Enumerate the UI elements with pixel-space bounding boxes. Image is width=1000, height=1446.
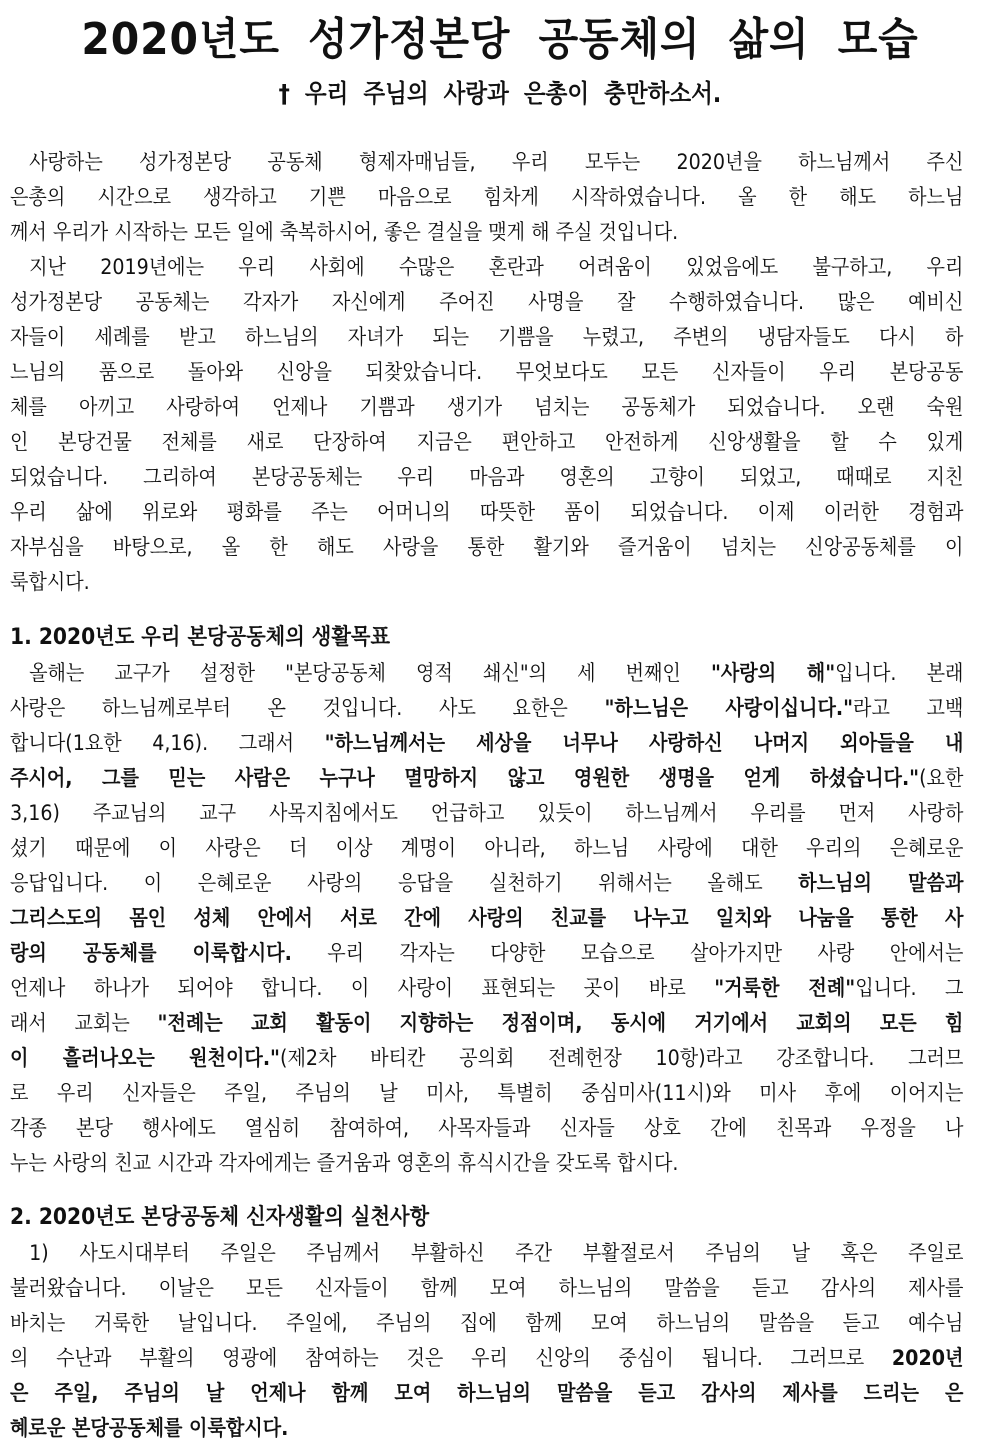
text-line xyxy=(10,250,965,285)
text-line xyxy=(10,1111,965,1146)
text-line xyxy=(10,1041,965,1076)
text: 룩합시다. xyxy=(10,570,90,594)
text: 누는 사랑의 친교 시간과 각자에게는 즐거움과 영혼의 휴식시간을 갖도록 합시다. xyxy=(10,1151,679,1175)
text-line-content xyxy=(10,565,963,600)
bold-text: "사랑의 해" xyxy=(710,661,836,685)
text-line-content xyxy=(10,145,963,180)
page-subtitle: † 우리 주님의 사랑과 은총이 충만하소서. xyxy=(278,79,722,108)
text: 사랑하는 성가정본당 공동체 형제자매님들, 우리 모두는 2020년을 하느님께서 주신 xyxy=(29,150,964,174)
text-line-content xyxy=(10,1411,963,1446)
text: 3,16) 주교님의 교구 사목지침에서도 언급하고 있듯이 하느님께서 우리를 먼저 사랑하 xyxy=(10,801,964,825)
text-line-content xyxy=(10,1236,963,1271)
text: 께서 우리가 시작하는 모든 일에 축복하시어, 좋은 결실을 맺게 해 주실 것입니다. xyxy=(10,220,679,244)
text-line xyxy=(10,460,965,495)
text-line xyxy=(10,866,965,901)
section-1-body xyxy=(10,656,965,1181)
text-line-content xyxy=(10,250,963,285)
text: 1) 사도시대부터 주일은 주님께서 부활하신 주간 부활절로서 주님의 날 혹은 주일로 xyxy=(29,1241,964,1265)
text-line xyxy=(10,530,965,565)
text: (요한 xyxy=(919,766,964,790)
text: 지난 2019년에는 우리 사회에 수많은 혼란과 어려움이 있었음에도 불구하고, 우리 xyxy=(29,255,964,279)
bold-text: 이 흘러나오는 원천이다." xyxy=(10,1046,281,1070)
text: 합니다(1요한 4,16). 그래서 xyxy=(10,731,325,755)
text: 자부심을 바탕으로, 올 한 해도 사랑을 통한 활기와 즐거움이 넘치는 신앙공동체를 이 xyxy=(10,535,964,559)
bold-text: 주시어, 그를 믿는 사람은 누구나 멸망하지 않고 영원한 생명을 얻게 하셨습니다." xyxy=(10,766,920,790)
bold-text: 하느님의 말씀과 xyxy=(798,871,964,895)
text: 의 수난과 부활의 영광에 참여하는 것은 우리 신앙의 중심이 됩니다. 그러므로 xyxy=(10,1346,892,1370)
text-line xyxy=(10,726,965,761)
page-title: 2020년도 성가정본당 공동체의 삶의 모습 xyxy=(81,14,919,65)
bold-text: 랑의 공동체를 이룩합시다. xyxy=(10,941,292,965)
text-line xyxy=(10,215,965,250)
text: 래서 교회는 xyxy=(10,1011,158,1035)
text-line-content xyxy=(10,390,963,425)
text-line xyxy=(10,831,965,866)
text-line xyxy=(10,1341,965,1376)
text-line-content xyxy=(10,460,963,495)
text-line-content xyxy=(10,901,963,936)
text-line xyxy=(10,390,965,425)
text-line-content xyxy=(10,355,963,390)
text: 셨기 때문에 이 사랑은 더 이상 계명이 아니라, 하느님 사랑에 대한 우리의 은혜로운 xyxy=(10,836,964,860)
text-line-content xyxy=(10,1146,963,1181)
text-line-content xyxy=(10,1076,963,1111)
text-line xyxy=(10,1146,965,1181)
text: 느님의 품으로 돌아와 신앙을 되찾았습니다. 무엇보다도 모든 신자들이 우리 본당공동 xyxy=(10,360,964,384)
text-line-content xyxy=(10,285,963,320)
text: 바치는 거룩한 날입니다. 주일에, 주님의 집에 함께 모여 하느님의 말씀을 듣고 예수님 xyxy=(10,1311,964,1335)
text: 성가정본당 공동체는 각자가 자신에게 주어진 사명을 잘 수행하였습니다. 많은 예비신 xyxy=(10,290,964,314)
text-line xyxy=(10,425,965,460)
intro-paragraph-2 xyxy=(10,250,965,600)
text-line-content xyxy=(10,215,963,250)
text: 올해는 교구가 설정한 "본당공동체 영적 쇄신"의 세 번째인 xyxy=(29,661,711,685)
text-line-content xyxy=(10,1006,963,1041)
text-line-content xyxy=(10,530,963,565)
text: 우리 각자는 다양한 모습으로 살아가지만 사랑 안에서는 xyxy=(291,941,964,965)
text: 우리 삶에 위로와 평화를 주는 어머니의 따뜻한 품이 되었습니다. 이제 이러한 경험과 xyxy=(10,500,964,524)
bold-text: "하느님은 사랑이십니다." xyxy=(604,696,854,720)
text-line-content xyxy=(10,320,963,355)
text-line-content xyxy=(10,831,963,866)
text: 각종 본당 행사에도 열심히 참여하여, 사목자들과 신자들 상호 간에 친목과 우정을 나 xyxy=(10,1116,964,1140)
text: 언제나 하나가 되어야 합니다. 이 사랑이 표현되는 곳이 바로 xyxy=(10,976,715,1000)
bold-text: 2020년 xyxy=(891,1346,964,1370)
text-line xyxy=(10,320,965,355)
section-2-heading: 2. 2020년도 본당공동체 신자생활의 실천사항 xyxy=(10,1205,430,1230)
section-1-heading: 1. 2020년도 우리 본당공동체의 생활목표 xyxy=(10,625,391,650)
text: 인 본당건물 전체를 새로 단장하여 지금은 편안하고 안전하게 신앙생활을 할 수 있게 xyxy=(10,430,964,454)
text-line xyxy=(10,796,965,831)
text-line xyxy=(10,145,965,180)
text-line-content xyxy=(10,936,963,971)
text-line-content xyxy=(10,495,963,530)
text: 로 우리 신자들은 주일, 주님의 날 미사, 특별히 중심미사(11시)와 미사 후에 이어지는 xyxy=(10,1081,964,1105)
text-line xyxy=(10,1411,965,1446)
text-line-content xyxy=(10,1271,963,1306)
section-2-body xyxy=(10,1236,965,1446)
text: 사랑은 하느님께로부터 온 것입니다. 사도 요한은 xyxy=(10,696,605,720)
text-line-content xyxy=(10,425,963,460)
text: (제2차 바티칸 공의회 전례헌장 10항)라고 강조합니다. 그러므 xyxy=(280,1046,964,1070)
text: 체를 아끼고 사랑하여 언제나 기쁨과 생기가 넘치는 공동체가 되었습니다. 오랜 숙원 xyxy=(10,395,964,419)
text-line-content xyxy=(10,1306,963,1341)
text-line xyxy=(10,1076,965,1111)
text: 입니다. 그 xyxy=(855,976,964,1000)
text-line-content xyxy=(10,761,963,796)
text-line xyxy=(10,691,965,726)
text-line xyxy=(10,1006,965,1041)
text-line xyxy=(10,971,965,1006)
text: 라고 고백 xyxy=(853,696,964,720)
intro-paragraph-1 xyxy=(10,145,965,250)
text-line-content xyxy=(10,726,963,761)
text-line-content xyxy=(10,1111,963,1146)
text-line xyxy=(10,355,965,390)
text: 불러왔습니다. 이날은 모든 신자들이 함께 모여 하느님의 말씀을 듣고 감사의 제사를 xyxy=(10,1276,964,1300)
text-line xyxy=(10,936,965,971)
bold-text: "거룩한 전례" xyxy=(714,976,856,1000)
text-line xyxy=(10,1306,965,1341)
text: 입니다. 본래 xyxy=(835,661,964,685)
text-line xyxy=(10,180,965,215)
text-line xyxy=(10,285,965,320)
text-line xyxy=(10,495,965,530)
text-line-content xyxy=(10,691,963,726)
bold-text: "전례는 교회 활동이 지향하는 정점이며, 동시에 거기에서 교회의 모든 힘 xyxy=(157,1011,964,1035)
text-line xyxy=(10,656,965,691)
text: 자들이 세례를 받고 하느님의 자녀가 되는 기쁨을 누렸고, 주변의 냉담자들도 다시 하 xyxy=(10,325,964,349)
text-line-content xyxy=(10,1041,963,1076)
text-line-content xyxy=(10,656,963,691)
text-line xyxy=(10,1236,965,1271)
text-line-content xyxy=(10,1376,963,1411)
bold-text: 은 주일, 주님의 날 언제나 함께 모여 하느님의 말씀을 듣고 감사의 제사를 드리는 은 xyxy=(10,1381,964,1405)
text-line xyxy=(10,565,965,600)
text-line xyxy=(10,1271,965,1306)
text-line-content xyxy=(10,180,963,215)
bold-text: 그리스도의 몸인 성체 안에서 서로 간에 사랑의 친교를 나누고 일치와 나눔을 통한 사 xyxy=(10,906,964,930)
bold-text: "하느님께서는 세상을 너무나 사랑하신 나머지 외아들을 내 xyxy=(324,731,964,755)
text-line-content xyxy=(10,866,963,901)
text-line-content xyxy=(10,971,963,1006)
text: 은총의 시간으로 생각하고 기쁜 마음으로 힘차게 시작하였습니다. 올 한 해도 하느님 xyxy=(10,185,964,209)
text: 응답입니다. 이 은혜로운 사랑의 응답을 실천하기 위해서는 올해도 xyxy=(10,871,799,895)
text-line xyxy=(10,1376,965,1411)
text-line-content xyxy=(10,796,963,831)
bold-text: 혜로운 본당공동체를 이룩합시다. xyxy=(10,1416,289,1440)
text-line xyxy=(10,901,965,936)
text-line xyxy=(10,761,965,796)
text-line-content xyxy=(10,1341,963,1376)
text: 되었습니다. 그리하여 본당공동체는 우리 마음과 영혼의 고향이 되었고, 때때로 지친 xyxy=(10,465,964,489)
